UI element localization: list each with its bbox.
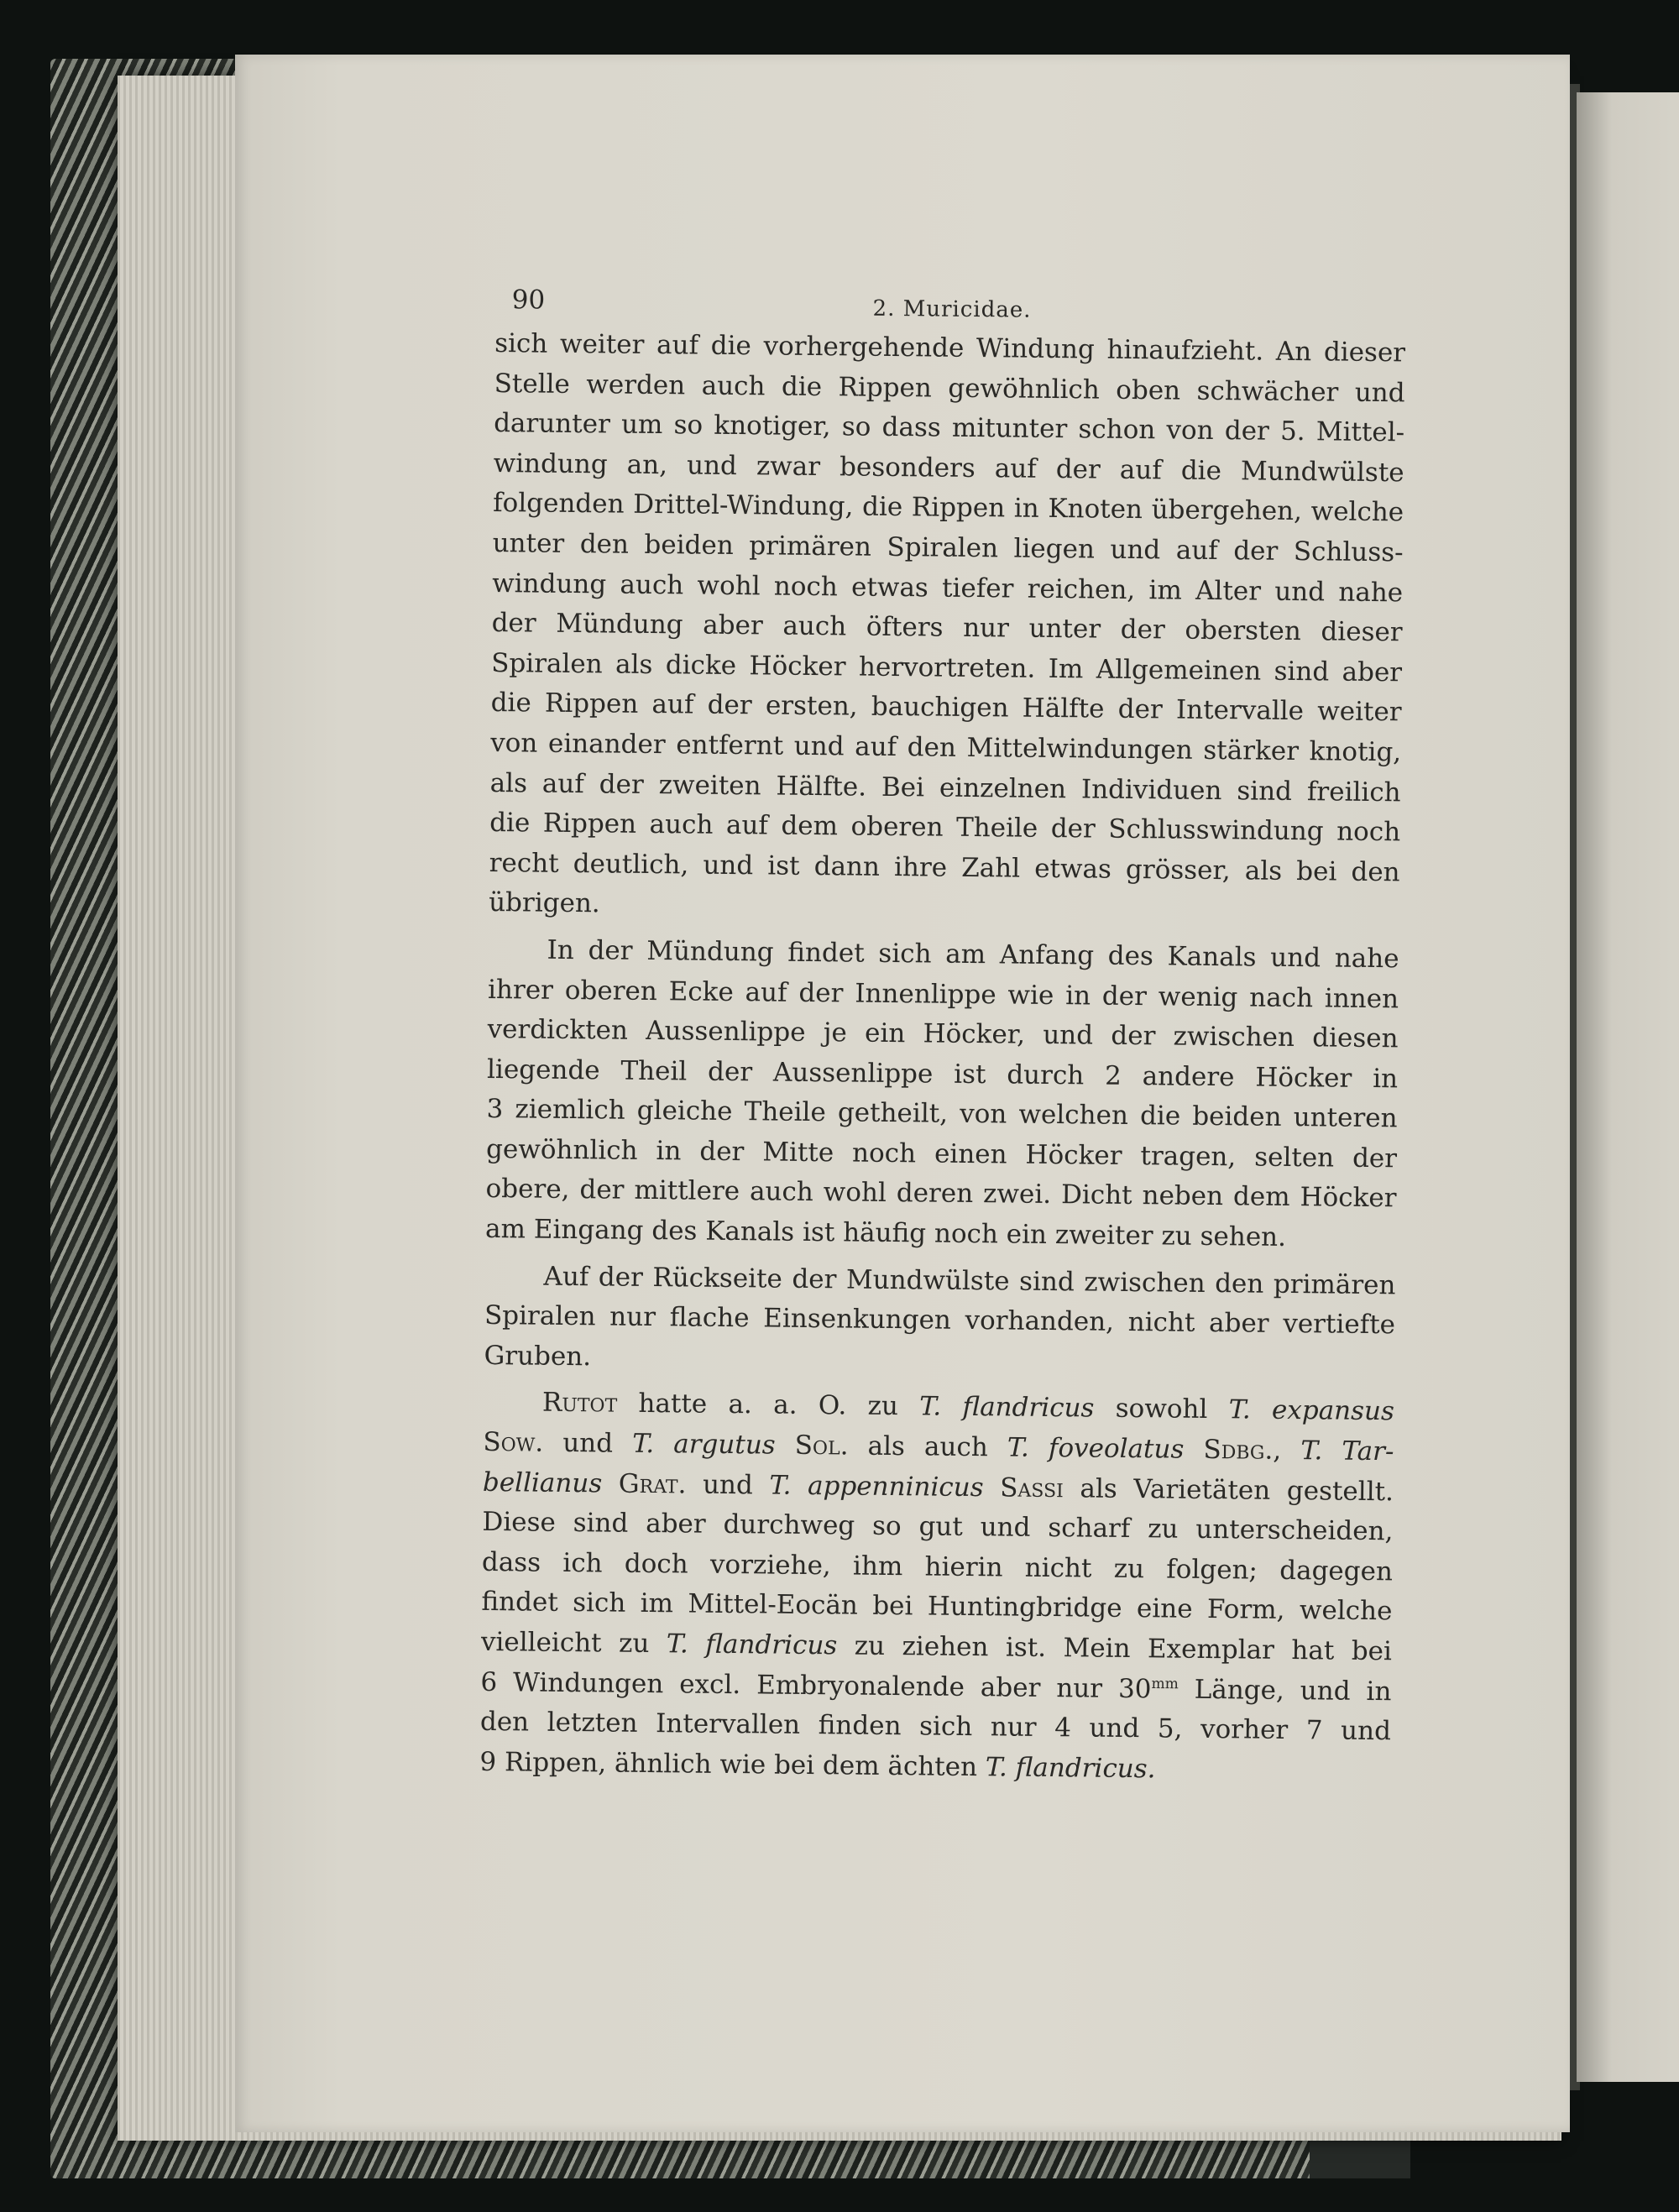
text-line: Spiralen als dicke Höcker hervortreten. Im Allgemeinen sind aber — [490, 647, 1403, 688]
paragraph — [485, 930, 1399, 1259]
text-line: Diese sind aber durchweg so gut und scharf zu unterscheiden, — [482, 1507, 1394, 1547]
text-line: übrigen. — [489, 887, 600, 919]
text-line: als auf der zweiten Hälfte. Bei einzelnen Individuen sind freilich — [489, 767, 1401, 808]
text-run: sowohl — [1094, 1393, 1229, 1425]
text-line: In der Mündung findet sich am Anfang des Kanals und nahe — [547, 934, 1399, 975]
text-line: obere, der mittlere auch wohl deren zwei. Dicht neben dem Höcker — [485, 1174, 1397, 1214]
unit-superscript: mm — [1151, 1675, 1179, 1692]
paragraph — [484, 1257, 1395, 1386]
text-line: sich weiter auf die vorhergehende Windung hinaufzieht. An dieser — [494, 327, 1406, 369]
text-run: Länge, und in — [1178, 1674, 1392, 1707]
text-line: dass ich doch vorziehe, ihm hierin nicht zu folgen; dagegen — [481, 1546, 1394, 1587]
text-line: recht deutlich, und ist dann ihre Zahl etwas grösser, als bei den — [489, 847, 1400, 888]
species-name: T. flandricus — [919, 1391, 1095, 1424]
species-name: T. appenninicus — [769, 1470, 984, 1503]
text-run: 9 Rippen, ähnlich wie bei dem ächten — [479, 1746, 986, 1782]
text-line: findet sich im Mittel-Eocän bei Huntingbridge eine Form, welche — [481, 1587, 1393, 1627]
species-name: T. flandricus — [666, 1629, 838, 1661]
species-name: T. argutus — [631, 1428, 776, 1461]
author-name: Rutot — [541, 1388, 618, 1420]
species-name: T. expansus — [1228, 1394, 1395, 1427]
text-run: vielleicht zu — [480, 1626, 667, 1660]
body-paragraphs — [484, 324, 1405, 1386]
text-run: 6 Windungen excl. Embryonalende aber nur 30 — [480, 1666, 1152, 1704]
text-line: liegende Theil der Aussenlippe ist durch 2 andere Höcker in — [486, 1054, 1399, 1094]
text-line: Spiralen nur flache Einsenkungen vorhanden, nicht aber vertiefte — [484, 1300, 1396, 1341]
text-line: am Eingang des Kanals ist häufig noch ein zweiter zu sehen. — [484, 1214, 1287, 1252]
text-line: unter den beiden primären Spiralen liegen und auf der Schluss- — [492, 527, 1404, 568]
text-line: verdickten Aussenlippe je ein Höcker, und der zwischen diesen — [487, 1014, 1399, 1054]
running-head — [494, 277, 1406, 333]
text-line: ihrer oberen Ecke auf der Innenlippe wie in der wenig nach innen — [487, 974, 1399, 1014]
text-line: von einander entfernt und auf den Mittelwindungen stärker knotig, — [490, 727, 1402, 768]
paragraph — [489, 324, 1405, 933]
species-name: T. flandricus. — [985, 1751, 1156, 1785]
text-line: Stelle werden auch die Rippen gewöhnlich oben schwächer und — [494, 368, 1405, 408]
text-run: , — [1273, 1435, 1301, 1467]
species-name: bellianus — [482, 1467, 603, 1499]
paragraph-rutot — [479, 1383, 1394, 1791]
text-line: 3 ziemlich gleiche Theile getheilt, von welchen die beiden unteren — [486, 1094, 1398, 1134]
section-title: 2. Muricidae. — [872, 295, 1032, 323]
author-name: Sdbg. — [1203, 1434, 1274, 1466]
species-name: T. foveolatus — [1007, 1432, 1185, 1465]
text-line: darunter um so knotiger, so dass mitunter schon von der 5. Mittel- — [493, 408, 1405, 448]
text-line: der Mündung aber auch öfters nur unter der obersten dieser — [491, 608, 1403, 648]
text-run: zu ziehen ist. Mein Exemplar hat bei — [837, 1630, 1393, 1667]
text-run — [775, 1430, 794, 1461]
text-line: gewöhnlich in der Mitte noch einen Höcker tragen, selten der — [485, 1133, 1398, 1174]
author-name: Sow. — [483, 1426, 544, 1458]
text-line: den letzten Intervallen finden sich nur 4 und 5, vorher 7 und — [479, 1707, 1392, 1747]
author-name: Grat. — [618, 1468, 687, 1500]
text-line: folgenden Drittel-Windung, die Rippen in Knoten übergehen, welche — [492, 488, 1404, 528]
text-run — [983, 1472, 1000, 1503]
page-text — [479, 277, 1406, 1799]
page-number: 90 — [511, 285, 546, 316]
text-line: windung auch wohl noch etwas tiefer reichen, im Alter und nahe — [491, 567, 1404, 608]
text-run: als auch — [848, 1430, 1008, 1463]
author-name: Sol. — [794, 1430, 849, 1462]
text-run: und — [543, 1427, 633, 1459]
text-line: die Rippen auf der ersten, bauchigen Hälfte der Intervalle weiter — [490, 688, 1402, 728]
text-run: hatte a. a. O. zu — [617, 1388, 920, 1422]
text-line: Gruben. — [484, 1340, 592, 1373]
facing-page-edge — [1577, 92, 1679, 2082]
text-run — [602, 1468, 619, 1498]
text-run: als Varietäten gestellt. — [1063, 1472, 1394, 1507]
text-line: Auf der Rückseite der Mundwülste sind zwischen den primären — [543, 1261, 1396, 1300]
author-name: Sassi — [1000, 1472, 1064, 1503]
text-run — [1184, 1435, 1203, 1465]
text-run: und — [686, 1469, 770, 1501]
text-line: windung an, und zwar besonders auf der auf die Mundwülste — [493, 447, 1404, 489]
species-name: T. Tar- — [1300, 1435, 1394, 1467]
text-line: die Rippen auch auf dem oberen Theile der Schlusswindung noch — [489, 808, 1401, 848]
